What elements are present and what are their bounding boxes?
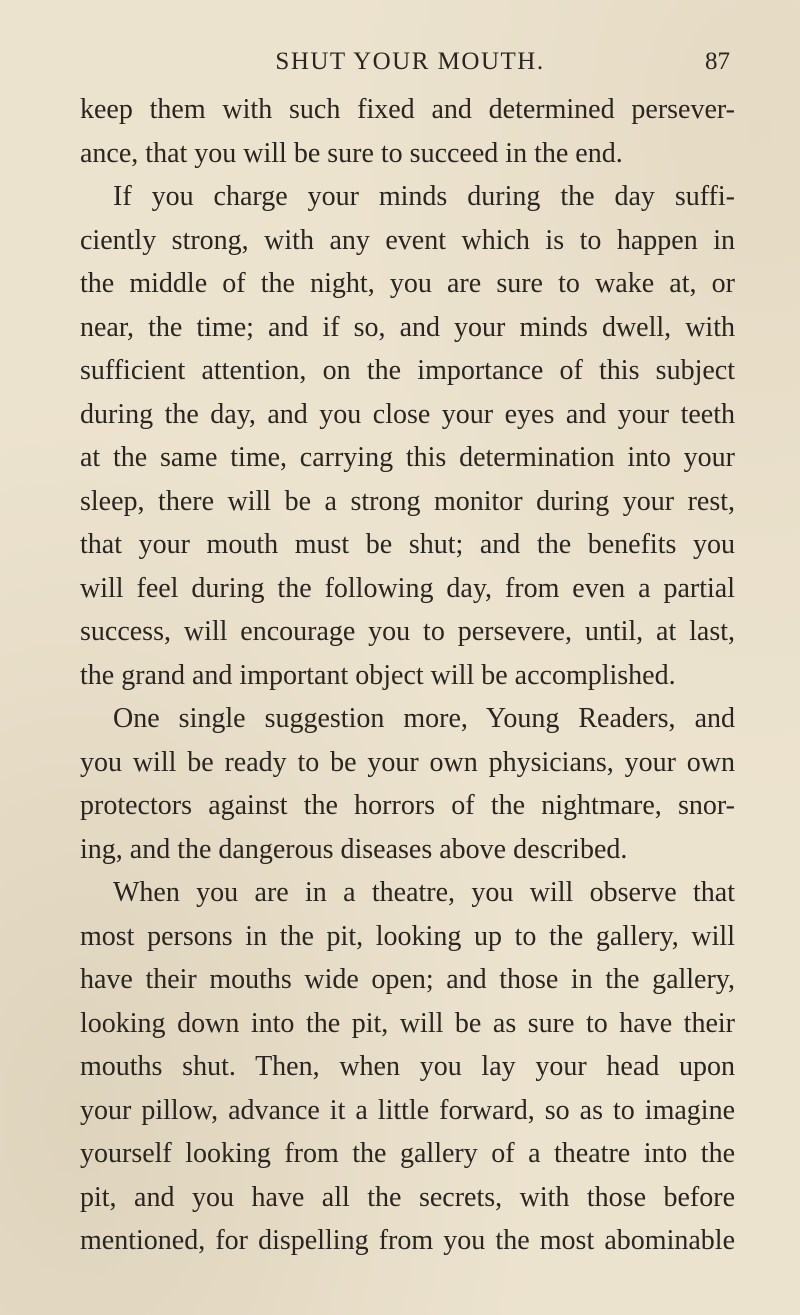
text-line: most persons in the pit, looking up to the gallery, will (80, 920, 735, 952)
text-line: ing, and the dangerous diseases above described. (80, 833, 628, 865)
text-line: protectors against the horrors of the nightmare, snor- (80, 790, 735, 821)
text-line: success, will encourage you to persevere, until, at last, (80, 616, 735, 647)
text-line: at the same time, carrying this determination into your (80, 442, 735, 473)
page-number: 87 (705, 48, 730, 75)
text-line: near, the time; and if so, and your minds dwell, with (80, 311, 735, 343)
running-head (0, 48, 800, 88)
text-line: keep them with such fixed and determined persever- (80, 94, 735, 125)
text-line: the grand and important object will be accomplished. (80, 659, 676, 691)
text-line: you will be ready to be your own physicians, your own (80, 746, 735, 778)
text-line: yourself looking from the gallery of a theatre into the (80, 1138, 735, 1169)
text-line: When you are in a theatre, you will observe that (113, 877, 735, 908)
text-line: will feel during the following day, from even a partial (80, 572, 735, 604)
text-line: your pillow, advance it a little forward, so as to imagine (80, 1094, 735, 1126)
body-text (80, 88, 735, 1263)
text-line: mouths shut. Then, when you lay your head upon (80, 1051, 735, 1082)
text-line: ance, that you will be sure to succeed in the end. (80, 137, 623, 169)
running-title: SHUT YOUR MOUTH. (275, 48, 545, 75)
text-line: sleep, there will be a strong monitor during your rest, (80, 485, 735, 517)
text-line: the middle of the night, you are sure to wake at, or (80, 268, 735, 299)
text-line: pit, and you have all the secrets, with those before (80, 1181, 735, 1213)
text-line: that your mouth must be shut; and the benefits you (80, 529, 735, 560)
text-line: sufficient attention, on the importance of this subject (80, 355, 735, 386)
text-line: One single suggestion more, Young Readers, and (113, 703, 735, 734)
text-line: during the day, and you close your eyes and your teeth (80, 398, 735, 430)
text-line: ciently strong, with any event which is to happen in (80, 224, 735, 256)
text-line: If you charge your minds during the day suffi- (113, 181, 735, 212)
text-line: looking down into the pit, will be as sure to have their (80, 1007, 735, 1039)
text-line: have their mouths wide open; and those in the gallery, (80, 964, 735, 995)
text-line: mentioned, for dispelling from you the most abominable (80, 1225, 735, 1256)
